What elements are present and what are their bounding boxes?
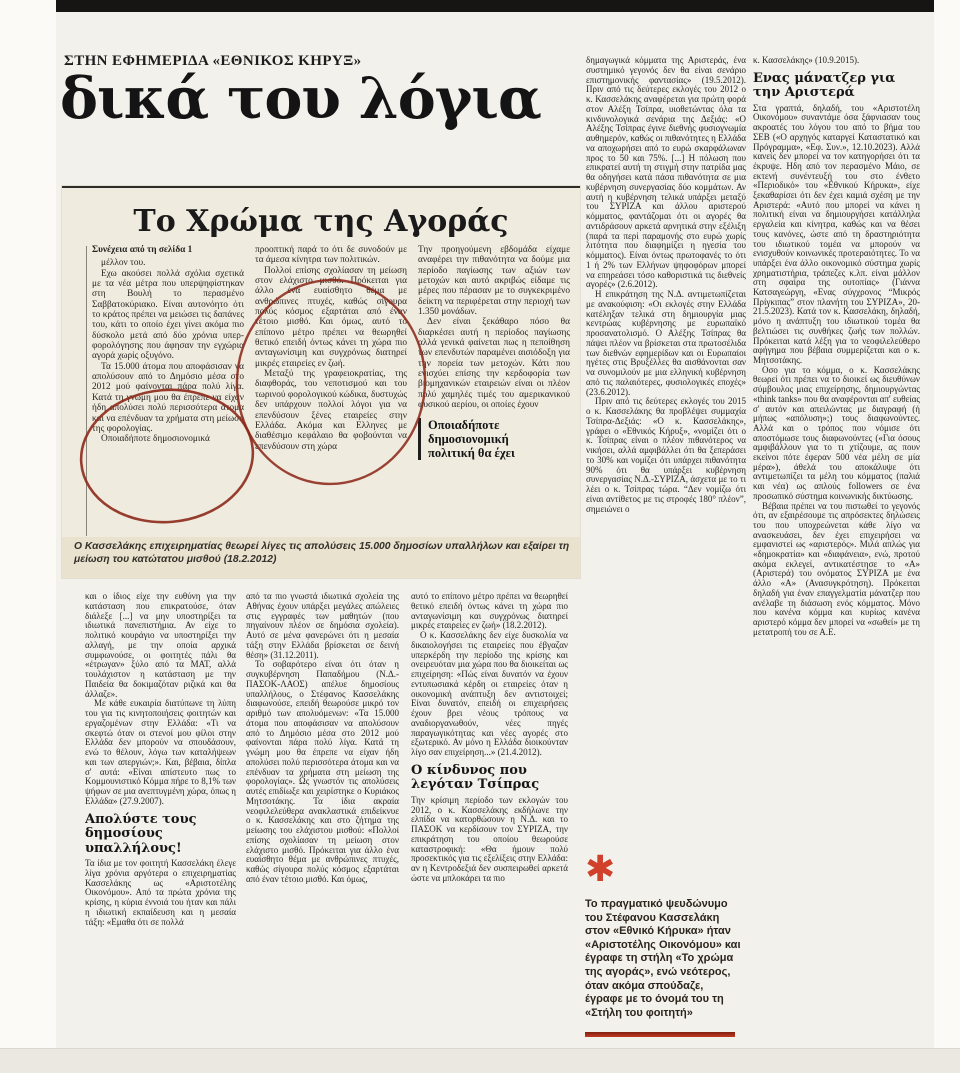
paragraph: και ο ίδιος είχε την ευθύνη για την κατάσταση που επικρατούσε, όταν διάλεξε [...] να μην υποστηρίξει τα ιδιωτικά πανεπιστήμια. Αν είχε το πολιτικό κουράγιο να υποστηρίξει την αλλαγή, με την οποία αρχικά συμφωνούσε, οι φοιτητές πάλι θα «έτρωγαν» ξύλο από τα ΜΑΤ, αλλά τουλάχιστον η κατάσταση με την Παιδεία θα δοκιμαζόταν ριζικά και θα άλλαζε».: [85, 592, 236, 699]
paragraph: Τα 15.000 άτομα που αποφάσισαν να απολύσουν από το Δημόσιο μέσα στο 2012 μού φαίνονται πάρα πολύ λίγα. Κατά τη γνώμη μου θα έπρεπε να είχαν ήδη απολύσει πολύ περισσότερα άτομα και να επένδυαν τα χρήματα στη μείωση της φορολογίας.: [92, 361, 244, 434]
paragraph: Στα γραπτά, δηλαδή, του «Αριστοτέλη Οικονόμου» συναντάμε όσα ξάφνιασαν τους ακροατές του λόγου του από το βήμα του ΣΕΒ («Ο αρχηγός καταργεί Καταστατικό και Πρόγραμμα», «Εφ. Συν.», 12.10.2023). Αλλά κανείς δεν μπορεί να τον κατηγορήσει ότι τα έκρυψε. Ηδη από τον περασμένο Μάιο, σε εκτενή συνέντευξή του στο ένθετο «Περιοδικό» του «Εθνικού Κήρυκα», είχε ξεκαθαρίσει ότι δεν έχει καμιά σχέση με την Αριστερά: «Αυτό που μπορεί να κάνει η πολιτική είναι να δημιουργήσει κατάλληλα εργαλεία και κίνητρα, καθώς και να θέσει τους κανόνες, ώστε από τη δραστηριότητα του ιδιωτικού τομέα να μπορούν να ενισχυθούν κοινωνικές προτεραιότητες. Το να υπάρξει ένα άλλο οικονομικό σύστημα χωρίς χρηματιστήρια, τράπεζες κ.λπ. είναι μάλλον στη σφαίρα της ουτοπίας» (Γιάννα Κατσαγεώργη, «Ενας σύγχρονος “Μικρός Πρίγκιπας” στον πλανήτη του ΣΥΡΙΖΑ», 20-21.5.2023). Κατά τον κ. Κασσελάκη, δηλαδή, μόνο η ανάπτυξη του ιδιωτικού τομέα θα βελτιώσει τις συνθήκες ζωής των πολλών. Πρόκειται κατά λέξη για το νεοφιλελεύθερο αφήγημα που βέβαια συμμερίζεται και ο κ. Μητσοτάκης.: [753, 102, 920, 365]
newspaper-clipping: [62, 186, 580, 578]
paragraph: Συνέχεια από τη σελίδα 1: [92, 245, 193, 255]
paragraph: Η επικράτηση της Ν.Δ. αντιμετωπίζεται με ανακούφιση: «Οι εκλογές στην Ελλάδα κατέληξαν τελικά στη δημιουργία μιας κεντρώας κυβέρνησης με ευρωπαϊκό προσανατολισμό. Ο Αλέξης Τσίπρας θα πάψει πλέον να βρίσκεται στα πρωτοσέλιδα των διεθνών εφημερίδων και οι Ευρωπαίοι ηγέτες στις Βρυξέλλες θα αισθάνονται σαν να συνομιλούν με μια ελληνική κυβέρνηση από τις παλαιότερες, φυσιολογικές εποχές» (23.6.2012).: [586, 289, 746, 397]
paragraph: Με κάθε ευκαιρία διατύπωνε τη λύπη του για τις κινητοποιήσεις φοιτητών και εργαζομένων στην Ελλάδα: «Τι να σκεφτώ όταν οι στενοί μου φίλοι στην Ελλάδα δεν μπορούν να σπουδάσουν, ενώ το θέλουν, λόγω των καταλήψεων και των απεργιών;». Και, βέβαια, δίπλα σ' αυτά: «Είναι απίστευτο πως το Κομμουνιστικό Κόμμα πήρε το 8,1% των ψήφων σε μια ανεπτυγμένη χώρα, όπως η Ελλάδα» (27.9.2007).: [85, 698, 236, 806]
subheading: Ο κίνδυνος που λεγόταν Τσίπρας: [411, 762, 540, 793]
bottom-crop-band: [0, 1048, 960, 1073]
column-rule: [86, 246, 87, 536]
clipping-columns: [92, 245, 570, 537]
subheading: Ενας μάνατζερ για την Αριστερά: [753, 70, 896, 101]
clipping-caption: Ο Κασσελάκης επιχειρηματίας θεωρεί λίγες τις απολύσεις 15.000 δημοσίων υπαλλήλων και εξαίρει τη μείωση του κατώτατου μισθού (18.2.2012): [62, 537, 580, 578]
paragraph: κ. Κασσελάκης» (10.9.2015).: [753, 56, 860, 65]
paragraph: από τα πιο γνωστά ιδιωτικά σχολεία της Αθήνας έχουν υπάρξει μεγάλες απώλειες στις εγγραφές των μαθητών (που πηγαίνουν πλέον σε δημόσια σχολεία). Αυτό σε μένα φανερώνει ότι η μεσαία τάξη στην Ελλάδα βρίσκεται σε δεινή θέση» (31.12.2011).: [246, 592, 399, 660]
pull-quote: Οποιαδήποτε δημοσιονομική πολιτική θα έχει: [418, 418, 550, 460]
article-column-4: [586, 56, 746, 834]
paragraph: Βέβαια πρέπει να του πιστωθεί το γεγονός ότι, αν εξαιρέσουμε τις απρόσεκτες δηλώσεις του που υποχρεώνεται κάθε λίγο να ανασκευάσει, δεν έχει επιχειρήσει να εμφανιστεί ως «αριστερός». Μιλά απλώς για «δημοκρατία» και «διαφάνεια», ενώ, προτού ακόμα εκλεγεί, αντικατέστησε το «Α» (Αριστερά) του ονόματος ΣΥΡΙΖΑ με ένα άλλο «Α» (Ανασυγκρότηση). Πρόκειται δηλαδή για έναν επαγγελματία μάνατζερ που ανέλαβε τη διάσωση ενός κόμματος. Μόνο που κανένα κόμμα και κυρίως κανένα αριστερό κόμμα δεν μπορεί να «σωθεί» με τη μετατροπή του σε Α.Ε.: [753, 500, 920, 637]
paragraph: Πολλοί επίσης σχολίασαν τη μείωση στον ελάχιστο μισθό. Πρόκειται για άλλο ένα ευαίσθητο θέμα με ανθρώπινες πτυχές, καθώς σίγουρα πολύς κόσμος εξαρτάται από έναν τέτοιο μισθό. Και όμως, αυτό το επίπονο μέτρο πρέπει να θεωρηθεί θετικό επειδή όντως κάνει τη χώρα πιο ανταγωνίσιμη και συγχρόνως διατηρεί μικρές εταιρείες εν ζωή.: [255, 265, 407, 369]
paragraph: Το σοβαρότερο είναι ότι όταν η συγκυβέρνηση Παπαδήμου (Ν.Δ.-ΠΑΣΟΚ-ΛΑΟΣ) απέλυε δημοσίους υπαλλήλους, ο Στέφανος Κασσελάκης διαφωνούσε, επειδή θεωρούσε μικρό τον αριθμό των απολυόμενων: «Τα 15.000 άτομα που αποφάσισαν να απολύσουν από το Δημόσιο μέσα στο 2012 μού φαίνονται πάρα πολύ λίγα. Κατά τη γνώμη μου θα έπρεπε να είχαν ήδη απολύσει πολύ περισσότερα άτομα και να επένδυαν τα χρήματα στη μείωση της φορολογίας». Ως γνωστόν τις απολύσεις αυτές επιδίωξε και χειρίστηκε ο Κυριάκος Μητσοτάκης. Τα ίδια ακραία νεοφιλελεύθερα ανακλαστικά επιδείκνυε ο κ. Κασσελάκης και στο ζήτημα της μείωσης του ελάχιστου μισθού: «Πολλοί επίσης σχολίασαν τη μείωση στον ελάχιστο μισθό. Πρόκειται για άλλο ένα ευαίσθητο θέμα με ανθρώπινες πτυχές, καθώς σίγουρα πολύς κόσμος εξαρτάται από έναν τέτοιο μισθό. Και όμως,: [246, 659, 399, 884]
clipping-title: Το Χρώμα της Αγοράς: [133, 204, 509, 239]
paragraph: Οσο για το κόμμα, ο κ. Κασσελάκης θεωρεί ότι πρέπει να το διοικεί ως διευθύνων σύμβουλος μιας επιχείρησης, δημιουργώντας «think tanks» που θα αναφέρονται απ' ευθείας σ' αυτόν και απειλώντας με διαγραφή (ή μήπως «απόλυση»;) τους διαφωνούντες. Αλλά και ο τρόπος που νόμισε ότι αποστόμωσε τους διαφωνούντες («Για όσους αμφιβάλλουν για το τι χτίζουμε, ας πουν εκείνοι πότε έφεραν 500 νέα μέλη σε μία μέρα»), άθελά του αποκάλυψε ότι αντιμετωπίζει τα μέλη του κόμματος (παλιά και νέα) ως απλούς followers σε ένα προσωπικό σύστημα κοινωνικής δικτύωσης.: [753, 364, 920, 501]
paragraph: Τα ίδια με τον φοιτητή Κασσελάκη έλεγε λίγα χρόνια αργότερα ο επιχειρηματίας Κασσελάκης ως «Αριστοτέλης Οικονόμου». Από τα πρώτα χρόνια της κρίσης, η κύρια έννοιά του ήταν και πάλι η ιδιωτική εκπαίδευση και η μεσαία τάξη: «Εμαθα ότι σε πολλά: [85, 858, 236, 927]
paragraph: αυτό το επίπονο μέτρο πρέπει να θεωρηθεί θετικό επειδή όντως κάνει τη χώρα πιο ανταγωνίσιμη και συγχρόνως διατηρεί μικρές εταιρείες εν ζωή» (18.2.2012).: [411, 592, 568, 631]
footnote-text: Το πραγματικό ψευδώνυμο του Στέφανου Κασσελάκη στον «Εθνικό Κήρυκα» ήταν «Αριστοτέλης Οικονόμου» και έγραφε τη στήλη «Το χρώμα της αγοράς», ενώ νεότερος, όταν ακόμα σπούδαζε, έγραφε με το όνομά του τη «Στήλη του φοιτητή»: [585, 898, 741, 1019]
paragraph: Εχω ακούσει πολλά σχόλια σχετικά με τα νέα μέτρα που υπερψηφίστηκαν στη Βουλή το περασμένο Σαββατοκύριακο. Είναι αυτονόητο ότι το κράτος πρέπει να μειώσει τις δαπάνες του, κάτι το οποίο έχει γίνει ακόμα πιο δύσκολο μετά από δύο χρόνια υπερ-φορολόγησης που άφησαν την εγχώρια αγορά χωρίς οξυγόνο.: [92, 268, 244, 362]
paragraph: δημαγωγικά κόμματα της Αριστεράς, ένα συστημικό γεγονός δεν θα είναι σενάριο επιστημονικής φαντασίας» (19.5.2012). Πριν από τις δεύτερες εκλογές του 2012 ο κ. Κασσελάκης αναφέρεται για πρώτη φορά στον Αλέξη Τσίπρα, υιοθετώντας όλα τα κινδυνολογικά σενάρια της Δεξιάς: «Ο Αλέξης Τσίπρας έγινε διεθνής φυσιογνωμία αυθημερόν, καθώς οι πιθανότητες η Ελλάδα να αποχωρήσει από το ευρώ σκαρφάλωναν προς το 50 και 75%. [...] Η πόλωση που επικρατεί αυτή τη στιγμή στην πατρίδα μας θα οδηγήσει κατά πάσα πιθανότητα σε μια κυβέρνηση συνεργασίας δύο κομμάτων. Αν αυτή η κυβέρνηση τελικά υπάρξει μεταξύ του ΣΥΡΙΖΑ και άλλου αριστερού κόμματος, φαντάζομαι ότι οι αγορές θα αντιδράσουν αρκετά αρνητικά στην εξέλιξη (παρά τα περί παραμονής στο ευρώ χωρίς λιτότητα που διαφημίζει η ηγεσία του κόμματος). Είναι όντως πρωτοφανές το ότι 1 ή 2% των Ελλήνων ψηφοφόρων μπορεί να επηρεάσει τόσο καθοριστικά τις διεθνείς αγορές» (2.6.2012).: [586, 56, 746, 290]
footnote-block: [585, 849, 741, 1037]
paragraph: Οποιαδήποτε δημοσιονομικά: [101, 434, 210, 445]
paragraph: Μεταξύ της γραφειοκρατίας, της διαφθοράς, του νεποτισμού και του τωρινού φορολογικού κώδικα, δυστυχώς δεν υπάρχουν πολλοί λόγοι για να επενδύσουν ξένες εταιρείες στην Ελλάδα. Ακόμα και Ελληνες με διαθέσιμο κεφάλαιο θα φοβούνται να επενδύσουν στη χώρα: [255, 369, 407, 452]
clipping-column-1: [92, 245, 244, 537]
subheading: Απολύστε τους δημοσίους υπαλλήλους!: [85, 811, 197, 856]
paragraph: Την κρίσιμη περίοδο των εκλογών του 2012, ο κ. Κασσελάκης εκδήλωνε την ελπίδα να κατορθώσουν η Ν.Δ. και το ΠΑΣΟΚ να κερδίσουν τον ΣΥΡΙΖΑ, την επικράτηση του οποίου θεωρούσε καταστροφική: «Θα ήμουν πολύ προσεκτικός για τις εξελίξεις στην Ελλάδα: αν η Κεντροδεξιά δεν συσπειρωθεί αρκετά ώστε να μπλοκάρει τα πιο: [411, 794, 568, 883]
paragraph: προοπτική παρά το ότι δε συνοδούν με τα άμεσα κίνητρα των πολιτικών.: [255, 245, 407, 266]
footnote-rule: [585, 1032, 735, 1037]
paragraph: Ο κ. Κασσελάκης δεν είχε δυσκολία να δικαιολογήσει τις εταιρείες που έβγαζαν υπερκέρδη την περίοδο της κρίσης και ονειρευόταν μια χώρα που θα διοικείται ως επιχείρηση: «Πώς είναι δυνατόν να έχουν εντυπωσιακά κέρδη οι εταιρείες όταν η οικονομική ανάπτυξη δεν αντιστοιχεί; Είναι δυνατόν, επειδή οι επιχειρήσεις έχουν βρει νέους τρόπους να αναδιοργανωθούν, νέες πηγές παραγωγικότητας και νέες αγορές στο εξωτερικό. Αν μόνο η Ελλάδα διοικούνταν λίγο σαν επιχείρηση...» (21.4.2012).: [411, 630, 568, 757]
paragraph: Δεν είναι ξεκάθαρο πόσο θα διαρκέσει αυτή η περίοδος παγίωσης αλλά γενικά φαίνεται πως η πεποίθηση των επενδυτών παραμένει αισιόδοξη για την πορεία των μετοχών. Κάτι που ενισχύει επίσης την κερδοφορία των βιομηχανικών εταιρειών είναι οι πλέον πολύ χαμηλές τιμές του αμερικανικού φυσικού αερίου, οι οποίες έχουν: [418, 317, 570, 411]
paragraph: μέλλον του.: [101, 258, 146, 269]
clipping-column-2: [255, 245, 407, 537]
article-column-2: [246, 592, 399, 1044]
top-crop-bar: [56, 0, 934, 12]
article-column-5: [753, 56, 920, 1048]
clipping-column-3: [418, 245, 570, 537]
asterisk-icon: ✱: [585, 849, 616, 890]
page-title: δικά του λόγια: [60, 65, 541, 132]
paragraph: Πριν από τις δεύτερες εκλογές του 2015 ο κ. Κασσελάκης θα προβλέψει συμμαχία Τσίπρα-Δεξιάς: «Ο κ. Κασσελάκης», γράφει ο «Εθνικός Κήρυξ», «νομίζει ότι ο κ. Τσίπρας είναι ο πλέον πιθανότερος να νικήσει, αλλά αμφιβάλλει ότι θα ξεπεράσει το 30% και νομίζει ότι υπάρχει πιθανότητα 90% ότι θα υπάρξει κυβέρνηση συνεργασίας Ν.Δ.-ΣΥΡΙΖΑ, άσχετα με το τι λέει ο κ. Τσίπρας τώρα. “Δεν νομίζω ότι είναι αντίθετος με τις στροφές 180° πλέον”, σημειώνει ο: [586, 396, 746, 514]
paragraph: Την προηγούμενη εβδομάδα είχαμε αναφέρει την πιθανότητα να δούμε μια περίοδο παγίωσης των αξιών των μετοχών και αυτό ακριβώς είδαμε τις μέρες που πέρασαν με το συγκεκριμένο δείκτη να περιφέρεται στην περιοχή των 1.350 μονάδων.: [418, 245, 570, 318]
article-column-3: [411, 592, 568, 1044]
article-column-1: [85, 592, 236, 1044]
kicker: ΣΤΗΝ ΕΦΗΜΕΡΙΔΑ «ΕΘΝΙΚΟΣ ΚΗΡΥΞ»: [64, 53, 362, 69]
